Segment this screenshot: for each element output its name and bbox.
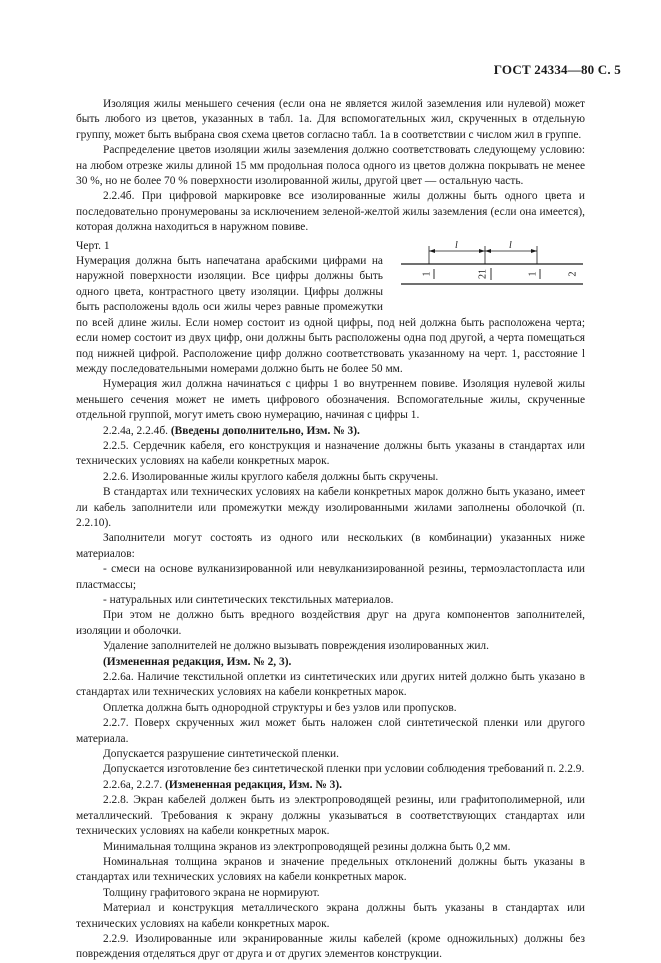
paragraph: Изоляция жилы меньшего сечения (если она не является жилой заземления или нулевой) может быть любого из цветов, указанных в табл. 1а. Для вспомогательных жил, скрученных в отдельную группу, может быть выбрана своя схема цветов согласно табл. 1а в соответствии с числом жил в группе.: [76, 98, 585, 141]
dim-arrow: [429, 249, 435, 253]
dim-label: l: [509, 239, 512, 251]
paragraph: Оплетка должна быть однородной структуры и без узлов или пропусков.: [103, 701, 457, 714]
paragraph: Толщину графитового экрана не нормируют.: [103, 886, 320, 899]
paragraph: При этом не должно быть вредного воздействия друг на друга компонентов заполнителей, изоляции и оболочки.: [76, 609, 585, 637]
paragraph: В стандартах или технических условиях на кабели конкретных марок должно быть указано, имеет ли кабель заполнители или промежутки между изолированными жилами заполнены оболочкой (п. 2.2.10).: [76, 486, 585, 529]
paragraph: 2.2.8. Экран кабелей должен быть из электропроводящей резины, или графитополимерной, или металлический. Требования к экрану должны указываться в соответствующих стандартах или технических условиях на кабели конкретных марок.: [76, 794, 585, 838]
paragraph: 2.2.6. Изолированные жилы круглого кабеля должны быть скручены.: [103, 470, 439, 483]
amendment-text: (Введены дополнительно, Изм. № 3).: [170, 424, 360, 437]
paragraph: - натуральных или синтетических текстильных материалов.: [103, 594, 394, 606]
core-mark: 21: [477, 268, 489, 279]
dim-arrow: [479, 249, 485, 253]
amendment-text: (Измененная редакция, Изм. № 3).: [165, 778, 342, 791]
paragraph: Номинальная толщина экранов и значение предельных отклонений должны быть указаны в стандартах или технических условиях на кабели конкретных марок.: [76, 855, 585, 884]
paragraph: - смеси на основе вулканизированной или невулканизированной резины, термоэластопласта или пластмассы;: [76, 563, 585, 591]
amendment-note: [76, 778, 585, 793]
dim-arrow: [531, 249, 537, 253]
paragraph: Материал и конструкция металлического экрана должны быть указаны в стандартах или технических условиях на кабели конкретных марок.: [76, 902, 585, 930]
paragraph: 2.2.4б. При цифровой маркировке все изолированные жилы должны быть одного цвета и последовательно пронумерованы за исключением зеленой-желтой жилы заземления (если она имеется), которая должна находиться в наружном повиве.: [76, 190, 585, 234]
document-body: [76, 97, 585, 963]
paragraph: 2.2.7. Поверх скрученных жил может быть наложен слой синтетической пленки или другого материала.: [76, 717, 585, 745]
paragraph: 2.2.5. Сердечник кабеля, его конструкция и назначение должны быть указаны в стандартах или технических условиях на кабели конкретных марок.: [76, 439, 585, 468]
clause-number: 2.2.4а, 2.2.4б.: [103, 424, 168, 437]
core-marking-drawing: [397, 238, 585, 308]
clause-number: 2.2.6а, 2.2.7.: [103, 778, 163, 791]
paragraph: Заполнители могут состоять из одного или нескольких (в комбинации) указанных ниже материалов:: [76, 532, 585, 560]
paragraph: Допускается изготовление без синтетической пленки при условии соблюдения требований п. 2.2.9.: [103, 763, 585, 776]
paragraph-text: Нумерация должна быть напечатана арабскими цифрами на наружной поверхности изоляции. Все цифры должны быть одного цвета, контрастного цвету изоляции. Цифры должны быть расположены вдоль оси жилы через равные промежутки по всей длине жилы. Если номер состоит из одной цифры, под ней должна быть расположена черта; если номер состоит из двух цифр, они должны быть расположены одна под другой, а черта помещаться под нижней цифрой. Расположение цифр должно соответствовать указанному на черт. 1, расстояние l между последовательными номерами должно быть не более 50 мм.: [76, 255, 585, 375]
page-header: ГОСТ 24334—80 С. 5: [493, 62, 621, 77]
dim-label: l: [455, 239, 458, 251]
paragraph: Минимальная толщина экранов из электропроводящей резины должна быть 0,2 мм.: [103, 840, 511, 853]
core-mark: 1: [527, 271, 539, 277]
figure-1: [397, 238, 585, 308]
core-mark: 1: [421, 271, 433, 277]
paragraph: 2.2.6а. Наличие текстильной оплетки из синтетических или других нитей должно быть указано в стандартах или технических условиях на кабели конкретных марок.: [76, 671, 585, 699]
amendment-note: (Измененная редакция, Изм. № 2, 3).: [103, 655, 292, 668]
dim-arrow: [485, 249, 491, 253]
core-mark: 2: [567, 271, 579, 277]
paragraph: Распределение цветов изоляции жилы заземления должно соответствовать следующему условию: на любом отрезке жилы длиной 15 мм продольная полоса одного из цветов должна покрывать не менее 30 %, но не более 70 % поверхности изолированной жилы, другой цвет — остальную часть.: [76, 144, 585, 188]
paragraph: 2.2.9. Изолированные или экранированные жилы кабелей (кроме одножильных) должны без повреждения отделяться друг от друга и от других элементов конструкции.: [76, 932, 585, 961]
paragraph: Допускается разрушение синтетической пленки.: [103, 748, 339, 761]
figure-caption: Черт. 1: [76, 239, 110, 252]
paragraph: Удаление заполнителей не должно вызывать повреждения изолированных жил.: [103, 640, 489, 653]
paragraph: Нумерация жил должна начинаться с цифры 1 во внутреннем повиве. Изоляция нулевой жилы меньшего сечения может не иметь цифрового обозначения. Вспомогательные жилы, скрученные отдельной группой, могут иметь свою нумерацию, начиная с цифры 1.: [76, 378, 585, 422]
amendment-note: [76, 424, 585, 439]
